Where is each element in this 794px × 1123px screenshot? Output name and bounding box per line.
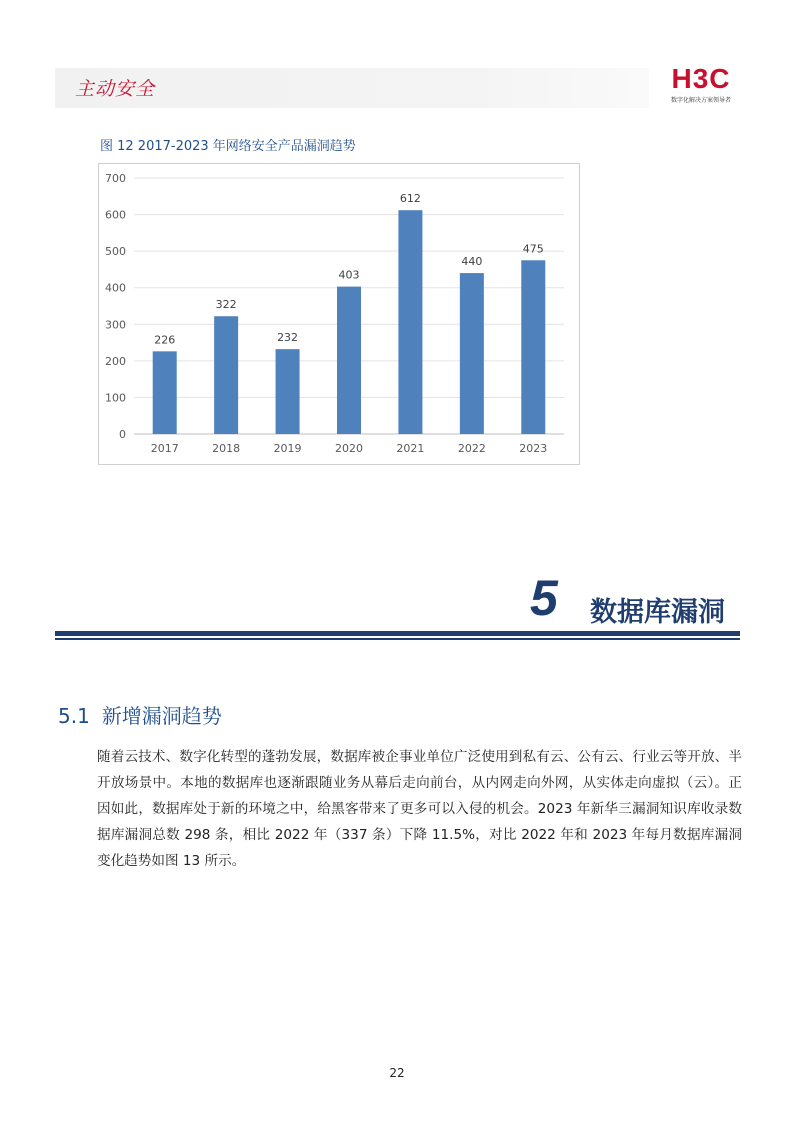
y-tick-label: 0 [119,428,126,441]
y-tick-label: 300 [105,318,126,332]
x-tick-label-2017: 2017 [150,442,179,455]
header-title: 主动安全 [75,78,156,100]
data-label-2023: 475 [522,242,544,256]
data-label-2017: 226 [154,333,176,347]
data-label-2018: 322 [215,298,237,312]
data-label-2019: 232 [277,331,299,345]
page-number: 22 [389,1066,405,1080]
data-label-2020: 403 [338,268,360,282]
bar-2018 [214,316,238,434]
x-tick-label-2023: 2023 [519,442,548,455]
body-paragraph: 随着云技术、数字化转型的蓬勃发展，数据库被企事业单位广泛使用到私有云、公有云、行业云等开放、半开放场景中。本地的数据库也逐渐跟随业务从幕后走向前台，从内网走向外网，从实体走向虚拟（云）。正因如此，数据库处于新的环境之中，给黑客带来了更多可以入侵的机会。2023 年新华三漏洞知识库收录数据库漏洞总数 298 条，相比 2022 年（337 条）下降 11.5%，对比 2022 年和 2023 年每月数据库漏洞变化趋势如图 13 所示。 [97,749,742,869]
data-label-2021: 612 [399,192,421,206]
y-tick-label: 600 [105,208,126,222]
x-tick-label-2019: 2019 [273,442,302,455]
bar-2021 [398,210,422,434]
chapter-number: 5 [530,570,558,626]
x-tick-label-2021: 2021 [396,442,425,455]
chapter-divider-thick [55,631,740,636]
y-tick-label: 400 [105,281,126,295]
chart-svg [99,164,579,464]
y-tick-label: 200 [105,354,126,368]
y-tick-label: 100 [105,391,126,405]
bar-2017 [153,351,177,434]
section-number: 5.1 [58,704,90,728]
brand-logo [660,63,742,104]
chapter-divider-thin [55,638,740,640]
x-tick-label-2018: 2018 [212,442,241,455]
data-label-2022: 440 [461,255,483,269]
x-tick-label-2020: 2020 [335,442,363,455]
bar-2022 [460,273,484,434]
bar-2019 [276,349,300,434]
bar-chart [98,163,580,465]
bar-2023 [521,260,545,434]
bar-2020 [337,287,361,434]
logo-text: H3C [671,63,731,94]
y-tick-label: 500 [105,245,126,259]
chapter-title: 数据库漏洞 [590,597,725,628]
figure-caption: 图 12 2017-2023 年网络安全产品漏洞趋势 [100,139,356,154]
x-tick-label-2022: 2022 [457,442,486,455]
y-tick-label: 700 [105,172,126,185]
logo-tagline: 数字化解决方案领导者 [670,97,731,104]
section-heading [58,700,222,729]
section-title: 新增漏洞趋势 [101,704,222,728]
